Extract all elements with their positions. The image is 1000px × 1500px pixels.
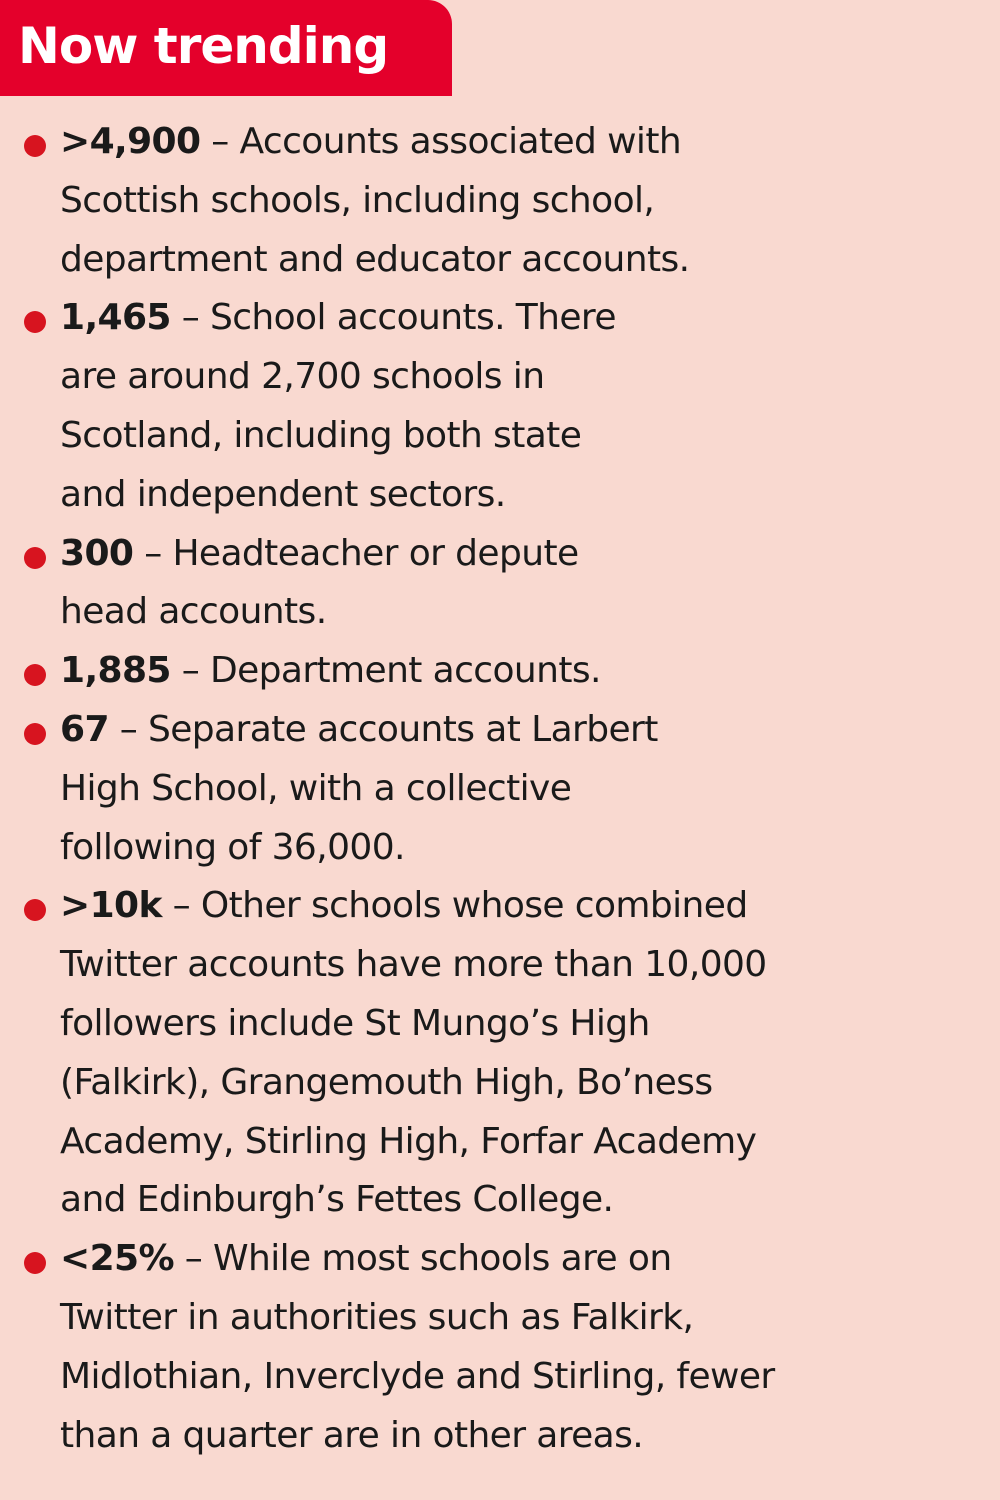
item-text: – Separate accounts at Larbert [119,708,658,750]
item-line: followers include St Mungo’s High [60,1002,650,1044]
item-line: High School, with a collective [60,767,572,809]
item-text: – Accounts associated with [211,121,682,162]
item-text: – Department accounts. [181,650,601,692]
item-stat: 300 [60,532,134,574]
item-line [60,1230,1000,1289]
bullet-dot-icon [24,311,46,333]
bullet-dot-icon [24,135,46,157]
item-text: – Other schools whose combined [172,885,748,927]
item-line: head accounts. [60,591,327,633]
item-line [60,525,1000,584]
item-line [60,642,1000,701]
bullet-dot-icon [24,899,46,921]
item-line [60,877,1000,936]
item-line: than a quarter are in other areas. [60,1414,644,1456]
stats-list [0,113,1000,1465]
item-stat: 1,465 [60,297,171,339]
list-item [0,701,1000,877]
list-item [0,113,1000,289]
item-line: Scottish schools, including school, [60,179,655,221]
item-line: Midlothian, Inverclyde and Stirling, fewer [60,1355,775,1397]
item-stat: 1,885 [60,650,171,692]
item-text: – Headteacher or depute [144,532,579,574]
item-stat: <25% [60,1238,174,1280]
item-line [60,289,1000,348]
item-stat: >4,900 [60,121,201,162]
bullet-dot-icon [24,547,46,569]
list-item [0,1230,1000,1465]
item-line: (Falkirk), Grangemouth High, Bo’ness [60,1061,713,1103]
list-item [0,642,1000,701]
list-item [0,289,1000,524]
item-line [60,701,1000,760]
bullet-dot-icon [24,664,46,686]
list-item [0,525,1000,643]
item-line: Twitter in authorities such as Falkirk, [60,1296,694,1338]
list-item [0,877,1000,1230]
item-text: – School accounts. There [181,297,616,339]
item-line: are around 2,700 schools in [60,356,545,398]
page-title: Now trending [18,17,389,75]
bullet-dot-icon [24,1252,46,1274]
item-line: Twitter accounts have more than 10,000 [60,944,767,986]
item-line: department and educator accounts. [60,238,690,280]
item-stat: 67 [60,708,109,750]
item-line: following of 36,000. [60,826,405,868]
item-line: Scotland, including both state [60,414,582,456]
item-line [60,113,1000,172]
item-text: – While most schools are on [184,1238,672,1280]
header-banner [0,0,452,96]
item-line: and Edinburgh’s Fettes College. [60,1179,614,1221]
item-line: and independent sectors. [60,473,506,515]
item-stat: >10k [60,885,162,927]
bullet-dot-icon [24,723,46,745]
item-line: Academy, Stirling High, Forfar Academy [60,1120,757,1162]
